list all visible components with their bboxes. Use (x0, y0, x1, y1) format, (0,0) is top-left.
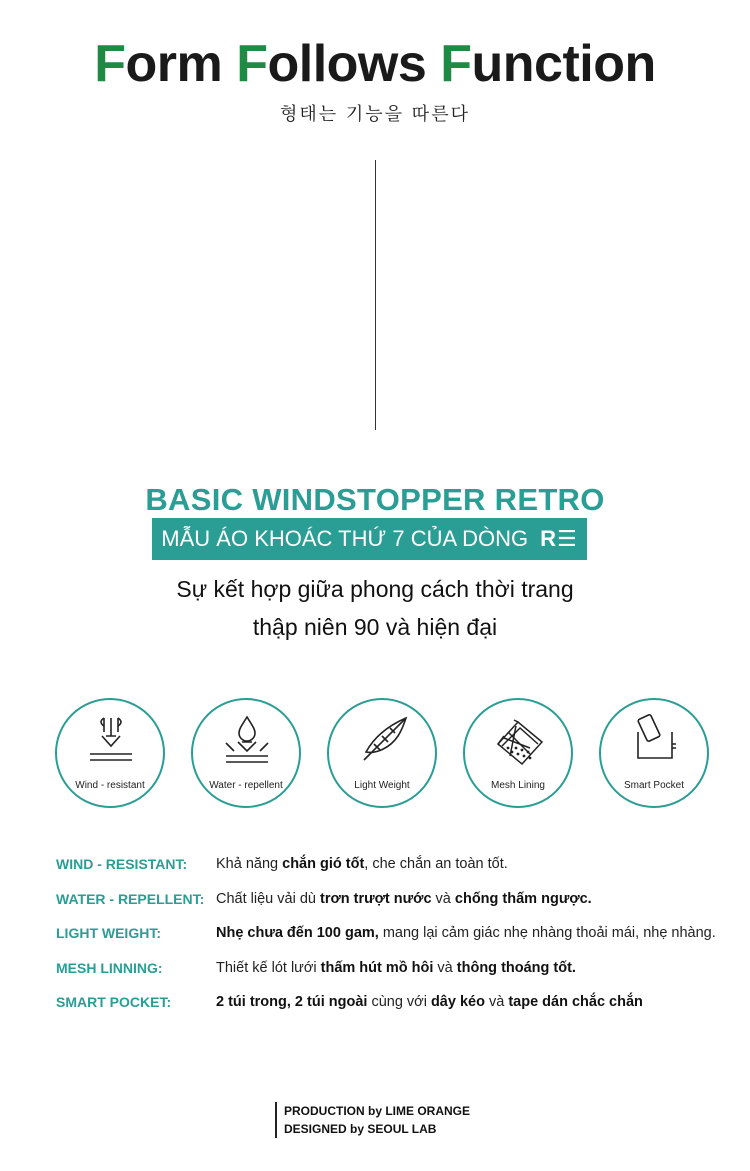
title-word: Follows (236, 35, 427, 93)
feature-list (56, 856, 736, 1029)
feature-row (56, 925, 736, 960)
feature-badge-wind (55, 698, 165, 808)
tagline-line: Sự kết hợp giữa phong cách thời trang (176, 576, 574, 602)
title-word: Form (94, 35, 223, 93)
water-repellent-icon (220, 714, 274, 768)
page-title (0, 34, 750, 94)
credits (275, 1102, 470, 1138)
icon-label: Light Weight (354, 780, 410, 791)
vertical-divider (375, 160, 376, 430)
title-word: Function (440, 35, 656, 93)
feature-description: Khả năng chắn gió tốt, che chắn an toàn tốt. (216, 856, 508, 872)
credit-production: PRODUCTION by LIME ORANGE (284, 1104, 471, 1118)
feature-badge-mesh (463, 698, 573, 808)
feature-description: Chất liệu vải dù trơn trượt nước và chống thấm ngược. (216, 890, 592, 907)
wind-resistant-icon (84, 714, 138, 768)
feature-key: WATER - REPELLENT: (56, 890, 205, 907)
feature-row (56, 856, 736, 891)
feature-key: SMART POCKET: (56, 994, 172, 1010)
icon-label: Wind - resistant (75, 780, 145, 791)
product-name: BASIC WINDSTOPPER RETRO (145, 482, 605, 517)
credit-design: DESIGNED by SEOUL LAB (284, 1122, 437, 1136)
feature-row (56, 994, 736, 1029)
feature-key: MESH LINNING: (56, 959, 163, 976)
smart-pocket-icon (628, 714, 682, 768)
feature-badge-light (327, 698, 437, 808)
feature-row (56, 891, 736, 926)
banner-text: MẪU ÁO KHOÁC THỨ 7 CỦA DÒNG (161, 526, 529, 551)
feature-icon (356, 714, 410, 768)
feature-description: Thiết kế lót lưới thấm hút mồ hôi và thông thoáng tốt. (216, 959, 576, 976)
tagline (0, 570, 750, 646)
tagline-line: thập niên 90 và hiện đại (252, 614, 498, 640)
icon-label: Mesh Lining (491, 780, 545, 791)
icon-label: Water - repellent (209, 780, 283, 791)
re-logo: R☰ (540, 526, 578, 551)
feature-icons-row (0, 698, 750, 812)
feature-badge-pocket (599, 698, 709, 808)
feature-key: LIGHT WEIGHT: (56, 925, 161, 941)
feature-description: 2 túi trong, 2 túi ngoài cùng với dây kéo và tape dán chắc chắn (216, 994, 643, 1010)
korean-subtitle: 형태는 기능을 따른다 (280, 104, 470, 125)
feature-row (56, 960, 736, 995)
feature-description: Nhẹ chưa đến 100 gam, mang lại cảm giác nhẹ nhàng thoải mái, nhẹ nhàng. (216, 925, 716, 941)
feature-key: WIND - RESISTANT: (56, 856, 188, 872)
icon-label: Smart Pocket (623, 780, 685, 791)
mesh-lining-icon (492, 714, 546, 768)
product-banner (152, 518, 587, 560)
feature-badge-water (191, 698, 301, 808)
